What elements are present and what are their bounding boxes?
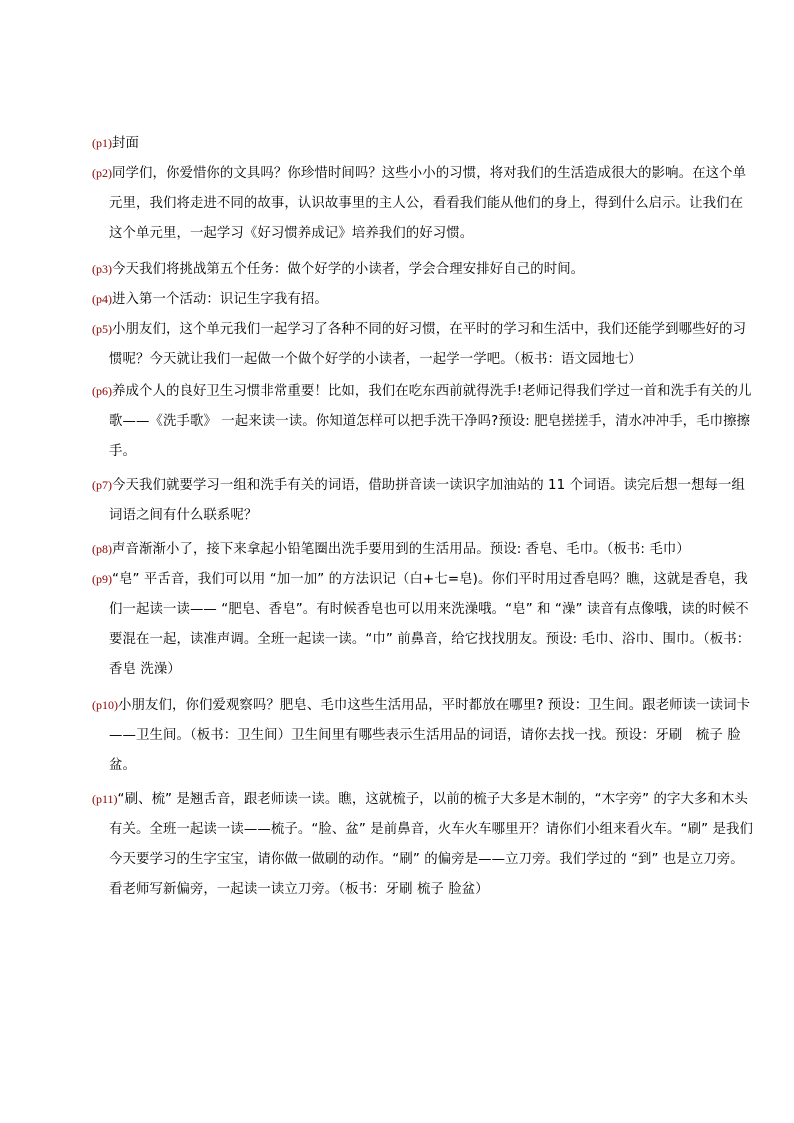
page-tag: (p7)	[92, 478, 112, 492]
page-tag: (p6)	[92, 384, 112, 398]
paragraph-p3	[92, 254, 755, 285]
page-tag: (p1)	[92, 136, 112, 150]
paragraph-text: 今天我们就要学习一组和洗手有关的词语，借助拼音读一读识字加油站的 11 个词语。读完后想一想每一组词语之间有什么联系呢？	[109, 478, 746, 523]
page-tag: (p3)	[92, 262, 112, 276]
page-tag: (p8)	[92, 542, 112, 556]
paragraph-text: 封面	[112, 136, 139, 151]
paragraph-p9	[92, 564, 755, 685]
page-tag: (p10)	[92, 698, 118, 712]
paragraph-text: 养成个人的良好卫生习惯非常重要！比如，我们在吃东西前就得洗手!老师记得我们学过一首和洗手有关的儿歌——《洗手歌》 一起来读一读。你知道怎样可以把手洗干净吗?预设: 肥皂搓搓手，清水冲冲手，毛巾擦擦手。	[109, 384, 752, 459]
paragraph-p11	[92, 784, 755, 905]
paragraph-p6	[92, 376, 755, 467]
paragraph-text: 小朋友们，这个单元我们一起学习了各种不同的好习惯，在平时的学习和生活中，我们还能学到哪些好的习惯呢？今天就让我们一起做一个做个好学的小读者，一起学一学吧。（板书：语文园地七）	[109, 322, 747, 367]
paragraph-p10	[92, 690, 755, 781]
paragraph-p8	[92, 534, 755, 565]
page-tag: (p2)	[92, 166, 112, 180]
paragraph-text: 同学们，你爱惜你的文具吗？你珍惜时间吗？这些小小的习惯，将对我们的生活造成很大的影响。在这个单元里，我们将走进不同的故事，认识故事里的主人公，看看我们能从他们的身上，得到什么启示。让我们在这个单元里，一起学习《好习惯养成记》培养我们的好习惯。	[109, 166, 747, 241]
page-tag: (p4)	[92, 292, 112, 306]
paragraph-p5	[92, 314, 755, 375]
page-tag: (p5)	[92, 322, 112, 336]
paragraph-p1	[92, 128, 755, 159]
paragraph-p4	[92, 284, 755, 315]
paragraph-p7	[92, 470, 755, 531]
paragraph-text: “皂” 平舌音，我们可以用 “加一加” 的方法识记（白+七=皂)。你们平时用过香皂吗？瞧，这就是香皂，我们一起读一读—— “肥皂、香皂”。有时候香皂也可以用来洗澡哦。“皂” 和 “澡” 读音有点像哦，读的时候不要混在一起，读准声调。全班一起读一读。“巾” 前鼻音，给它找找朋友。预设: 毛巾、浴巾、围巾。（板书：香皂 洗澡）	[109, 572, 751, 677]
paragraph-text: 小朋友们，你们爱观察吗？肥皂、毛巾这些生活用品，平时都放在哪里? 预设：卫生间。跟老师读一读词卡——卫生间。（板书：卫生间）卫生间里有哪些表示生活用品的词语，请你去找一找。预设：牙刷 梳子 脸盆。	[109, 698, 751, 773]
paragraph-text: 今天我们将挑战第五个任务：做个好学的小读者，学会合理安排好自己的时间。	[112, 262, 585, 277]
paragraph-p2	[92, 158, 755, 249]
paragraph-text: 进入第一个活动：识记生字我有招。	[112, 292, 328, 307]
paragraph-text: 声音渐渐小了，接下来拿起小铅笔圈出洗手要用到的生活用品。预设: 香皂、毛巾。（板书: 毛巾）	[112, 542, 690, 557]
paragraph-text: “刷、梳” 是翘舌音，跟老师读一读。瞧，这就梳子，以前的梳子大多是木制的，“木字旁” 的字大多和木头有关。全班一起读一读——梳子。“脸、盆” 是前鼻音，火车火车哪里开？请你们小组来看火车。“刷” 是我们今天要学习的生字宝宝，请你做一做刷的动作。“刷” 的偏旁是——立刀旁。我们学过的 “到” 也是立刀旁。看老师写新偏旁，一起读一读立刀旁。（板书：牙刷 梳子 脸盆）	[109, 792, 753, 897]
page-tag: (p11)	[92, 792, 118, 806]
page-tag: (p9)	[92, 572, 112, 586]
